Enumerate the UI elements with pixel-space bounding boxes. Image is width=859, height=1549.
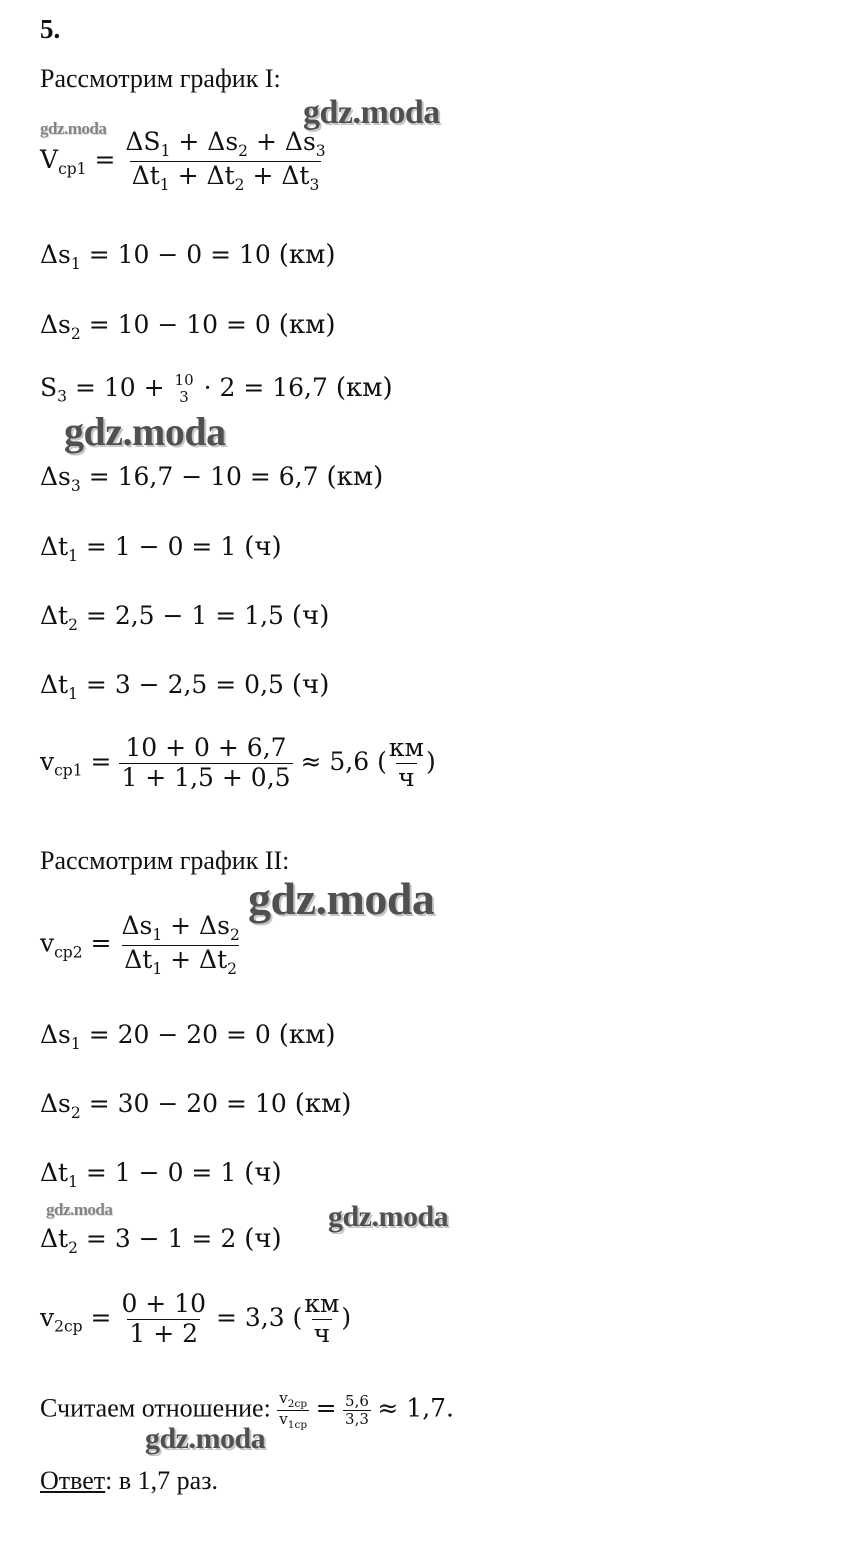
watermark-2: gdz.moda [64,409,226,454]
watermark-3: gdz.moda [248,873,435,924]
g1-ds3: $\Delta s_3 = 16,7 - 10 = 6,7$ (км) [40,462,384,495]
g1-ds2: $\Delta s_2 = 10 - 10 = 0$ (км) [40,310,336,343]
answer-line [40,1468,218,1494]
watermark-small-1: gdz.moda [40,119,107,138]
ratio-label: Считаем отношение: [40,1393,271,1423]
eq-v1-definition: $V_{ср1}$ = $\frac{\Delta S_1 + \Delta s_2 + \Delta s_3}{\Delta t_1 + \Delta t_2 + \Delta t_3}$ [40,127,326,194]
task-number: 5. [40,14,61,44]
g1-ds1: $\Delta s_1 = 10 - 0 = 10$ (км) [40,240,336,273]
g1-dt3: $\Delta t_1 = 3 - 2,5 = 0,5$ (ч) [40,670,330,703]
watermark-small-2: gdz.moda [46,1200,113,1219]
eq-v1-numerator: $\Delta S_1 + \Delta s_2 + \Delta s_3$ [125,127,326,160]
ratio-line: Считаем отношение: $\frac{v_{2ср}}{v_{1ср}}$ = $\frac{5,6}{3,3}$ ≈ 1,7. [40,1389,454,1432]
g1-v-result: $v_{ср1}$ = $\frac{10 + 0 + 6,7}{1 + 1,5 + 0,5}$ ≈ 5,6 ( $\frac{км}{ч}$ ) [40,733,436,792]
watermark-1: gdz.moda [303,94,440,131]
watermark-4: gdz.moda [328,1200,449,1233]
watermark-5: gdz.moda [145,1422,266,1455]
g2-v-result: $v_{2ср}$ = $\frac{0 + 10}{1 + 2}$ = 3,3 ( $\frac{км}{ч}$ ) [40,1289,352,1348]
g2-ds2: $\Delta s_2 = 30 - 20 = 10$ (км) [40,1089,352,1122]
eq-v2-definition: $v_{ср2}$ = $\frac{\Delta s_1 + \Delta s_2}{\Delta t_1 + \Delta t_2}$ [40,911,240,978]
g2-ds1: $\Delta s_1 = 20 - 20 = 0$ (км) [40,1020,336,1053]
graph2-heading: Рассмотрим график II: [40,846,290,875]
g1-dt2: $\Delta t_2 = 2,5 - 1 = 1,5$ (ч) [40,601,330,634]
g1-s3: $S_3 = 10$ + 10 3 · 2 = 16,7 (км) [40,371,393,407]
eq-v1-denominator: $\Delta t_1 + \Delta t_2 + \Delta t_3$ [131,160,320,194]
g2-dt2: $\Delta t_2 = 3 - 1 = 2$ (ч) [40,1224,282,1257]
answer-label: Ответ [40,1466,106,1495]
g2-dt1: $\Delta t_1 = 1 - 0 = 1$ (ч) [40,1158,282,1191]
g1-dt1: $\Delta t_1 = 1 - 0 = 1$ (ч) [40,532,282,565]
graph1-heading: Рассмотрим график I: [40,64,281,93]
answer-text: : в 1,7 раз. [105,1466,218,1495]
